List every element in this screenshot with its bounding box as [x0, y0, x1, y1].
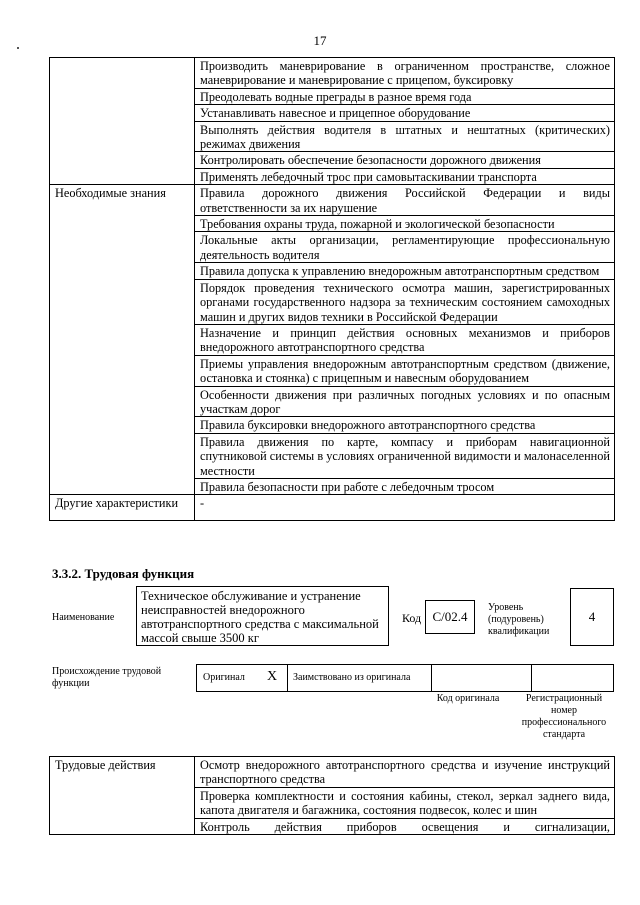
skill-item: Контролировать обеспечение безопасности дорожного движения [195, 152, 615, 168]
labour-action-item: Осмотр внедорожного автотранспортного средства и изучение инструкций транспортного средства [195, 757, 615, 788]
origin-label: Происхождение трудовой функции [52, 666, 162, 689]
code-label: Код [402, 611, 422, 625]
skill-item: Устанавливать навесное и прицепное оборудование [195, 105, 615, 121]
borrowed-label: Заимствовано из оригинала [293, 672, 411, 683]
reg-number-cell [531, 665, 613, 691]
skills-knowledge-table [49, 57, 615, 521]
knowledge-item: Требования охраны труда, пожарной и экологической безопасности [195, 216, 615, 232]
scan-mark [17, 47, 19, 49]
borrowed-cell [287, 665, 432, 691]
labour-action-item: Контроль действия приборов освещения и сигнализации, [195, 818, 615, 834]
labour-actions-label: Трудовые действия [50, 757, 195, 835]
knowledge-item: Назначение и принцип действия основных механизмов и приборов внедорожного автотранспортного средства [195, 324, 615, 355]
labour-action-item: Проверка комплектности и состояния кабины, стекол, зеркал заднего вида, капота двигателя и багажника, состояния подвесок, колес и шин [195, 787, 615, 818]
knowledge-item: Особенности движения при различных погодных условиях и по опасным участкам дорог [195, 386, 615, 417]
function-name-box: Техническое обслуживание и устранение неисправностей внедорожного автотранспортного средства с максимальной массой свыше 3500 кг [136, 586, 389, 646]
skill-item: Применять лебедочный трос при самовытаскивании транспорта [195, 168, 615, 184]
knowledge-item: Порядок проведения технического осмотра машин, зарегистрированных органами государственного надзора за техническим состоянием самоходных машин и других видов техники в Российской Федерации [195, 279, 615, 324]
knowledge-item: Правила безопасности при работе с лебедочным тросом [195, 478, 615, 494]
level-label: Уровень (подуровень) квалификации [488, 602, 550, 637]
other-characteristics-label: Другие характеристики [50, 495, 195, 521]
reg-number-caption: Регистрационный номер профессионального стандарта [521, 693, 607, 740]
original-cell [197, 665, 288, 691]
original-mark: X [267, 669, 278, 684]
labour-actions-table [49, 756, 615, 835]
code-value-box: C/02.4 [425, 600, 475, 634]
skill-item: Выполнять действия водителя в штатных и нештатных (критических) режимах движения [195, 121, 615, 152]
page-number: 17 [313, 33, 327, 48]
knowledge-item: Приемы управления внедорожным автотранспортным средством (движение, остановка и стоянка) с прицепным и навесным оборудованием [195, 355, 615, 386]
skills-label-cell [50, 58, 195, 185]
skill-item: Преодолевать водные преграды в разное время года [195, 88, 615, 104]
knowledge-item: Правила дорожного движения Российской Федерации и виды ответственности за их нарушение [195, 185, 615, 216]
level-value-box: 4 [570, 588, 614, 646]
origin-box [196, 664, 614, 692]
name-label: Наименование [52, 612, 115, 623]
knowledge-item: Правила буксировки внедорожного автотранспортного средства [195, 417, 615, 433]
code-original-cell [431, 665, 532, 691]
knowledge-item: Правила движения по карте, компасу и приборам навигационной спутниковой системы в условиях ограниченной видимости и малонаселенной местности [195, 433, 615, 478]
knowledge-item: Локальные акты организации, регламентирующие профессиональную деятельность водителя [195, 232, 615, 263]
original-label: Оригинал [203, 672, 245, 683]
skill-item: Производить маневрирование в ограниченном пространстве, сложное маневрирование и маневрирование с прицепом, буксировку [195, 58, 615, 89]
knowledge-label: Необходимые знания [50, 185, 195, 495]
code-original-caption: Код оригинала [436, 693, 500, 704]
section-title: 3.3.2. Трудовая функция [52, 566, 195, 581]
knowledge-item: Правила допуска к управлению внедорожным автотранспортным средством [195, 263, 615, 279]
other-characteristics-value: - [195, 495, 615, 521]
